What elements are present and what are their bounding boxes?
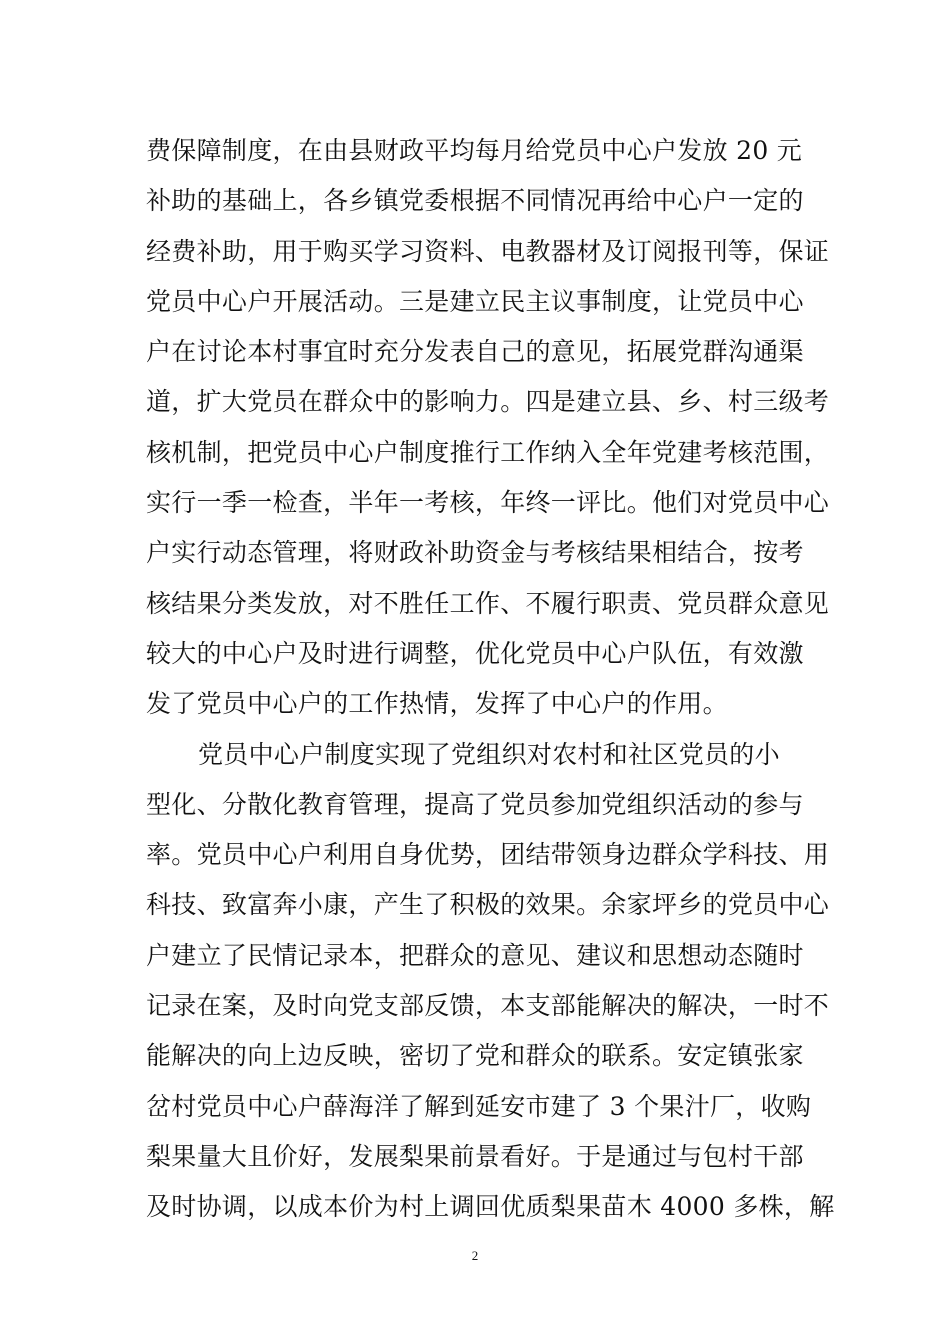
paragraph [146, 730, 835, 1233]
text-line: 经费补助，用于购买学习资料、电教器材及订阅报刊等，保证 [146, 236, 830, 266]
text-line: 核结果分类发放，对不胜任工作、不履行职责、党员群众意见 [146, 588, 830, 618]
text-line: 道，扩大党员在群众中的影响力。四是建立县、乡、村三级考 [146, 387, 830, 417]
text-line: 较大的中心户及时进行调整，优化党员中心户队伍，有效激 [146, 638, 804, 668]
text-line: 率。党员中心户利用自身优势，团结带领身边群众学科技、用 [146, 840, 830, 870]
text-line: 户实行动态管理，将财政补助资金与考核结果相结合，按考 [146, 538, 804, 568]
page-number: 2 [471, 1248, 479, 1263]
body-text [146, 126, 835, 1233]
text-line: 费保障制度，在由县财政平均每月给党员中心户发放 20 元 [146, 136, 803, 165]
text-line: 岔村党员中心户薛海洋了解到延安市建了 3 个果汁厂，收购 [146, 1091, 812, 1121]
text-line: 科技、致富奔小康，产生了积极的效果。余家坪乡的党员中心 [146, 890, 830, 920]
text-line: 核机制，把党员中心户制度推行工作纳入全年党建考核范围， [146, 437, 830, 467]
text-line: 记录在案，及时向党支部反馈，本支部能解决的解决，一时不 [146, 991, 830, 1021]
text-line: 党员中心户开展活动。三是建立民主议事制度，让党员中心 [146, 286, 804, 316]
text-line: 户在讨论本村事宜时充分发表自己的意见，拓展党群沟通渠 [146, 337, 804, 367]
text-line: 户建立了民情记录本，把群众的意见、建议和思想动态随时 [146, 940, 804, 970]
text-line: 党员中心户制度实现了党组织对农村和社区党员的小 [198, 739, 780, 769]
text-line: 梨果量大且价好，发展梨果前景看好。于是通过与包村干部 [146, 1141, 804, 1171]
text-line: 型化、分散化教育管理，提高了党员参加党组织活动的参与 [146, 789, 804, 819]
text-line: 及时协调，以成本价为村上调回优质梨果苗木 4000 多株，解 [146, 1192, 835, 1222]
text-line: 发了党员中心户的工作热情，发挥了中心户的作用。 [146, 689, 728, 719]
paragraph [146, 126, 830, 730]
text-line: 能解决的向上边反映，密切了党和群众的联系。安定镇张家 [146, 1041, 804, 1071]
text-line: 实行一季一检查，半年一考核，年终一评比。他们对党员中心 [146, 488, 830, 518]
text-line: 补助的基础上，各乡镇党委根据不同情况再给中心户一定的 [146, 186, 804, 216]
